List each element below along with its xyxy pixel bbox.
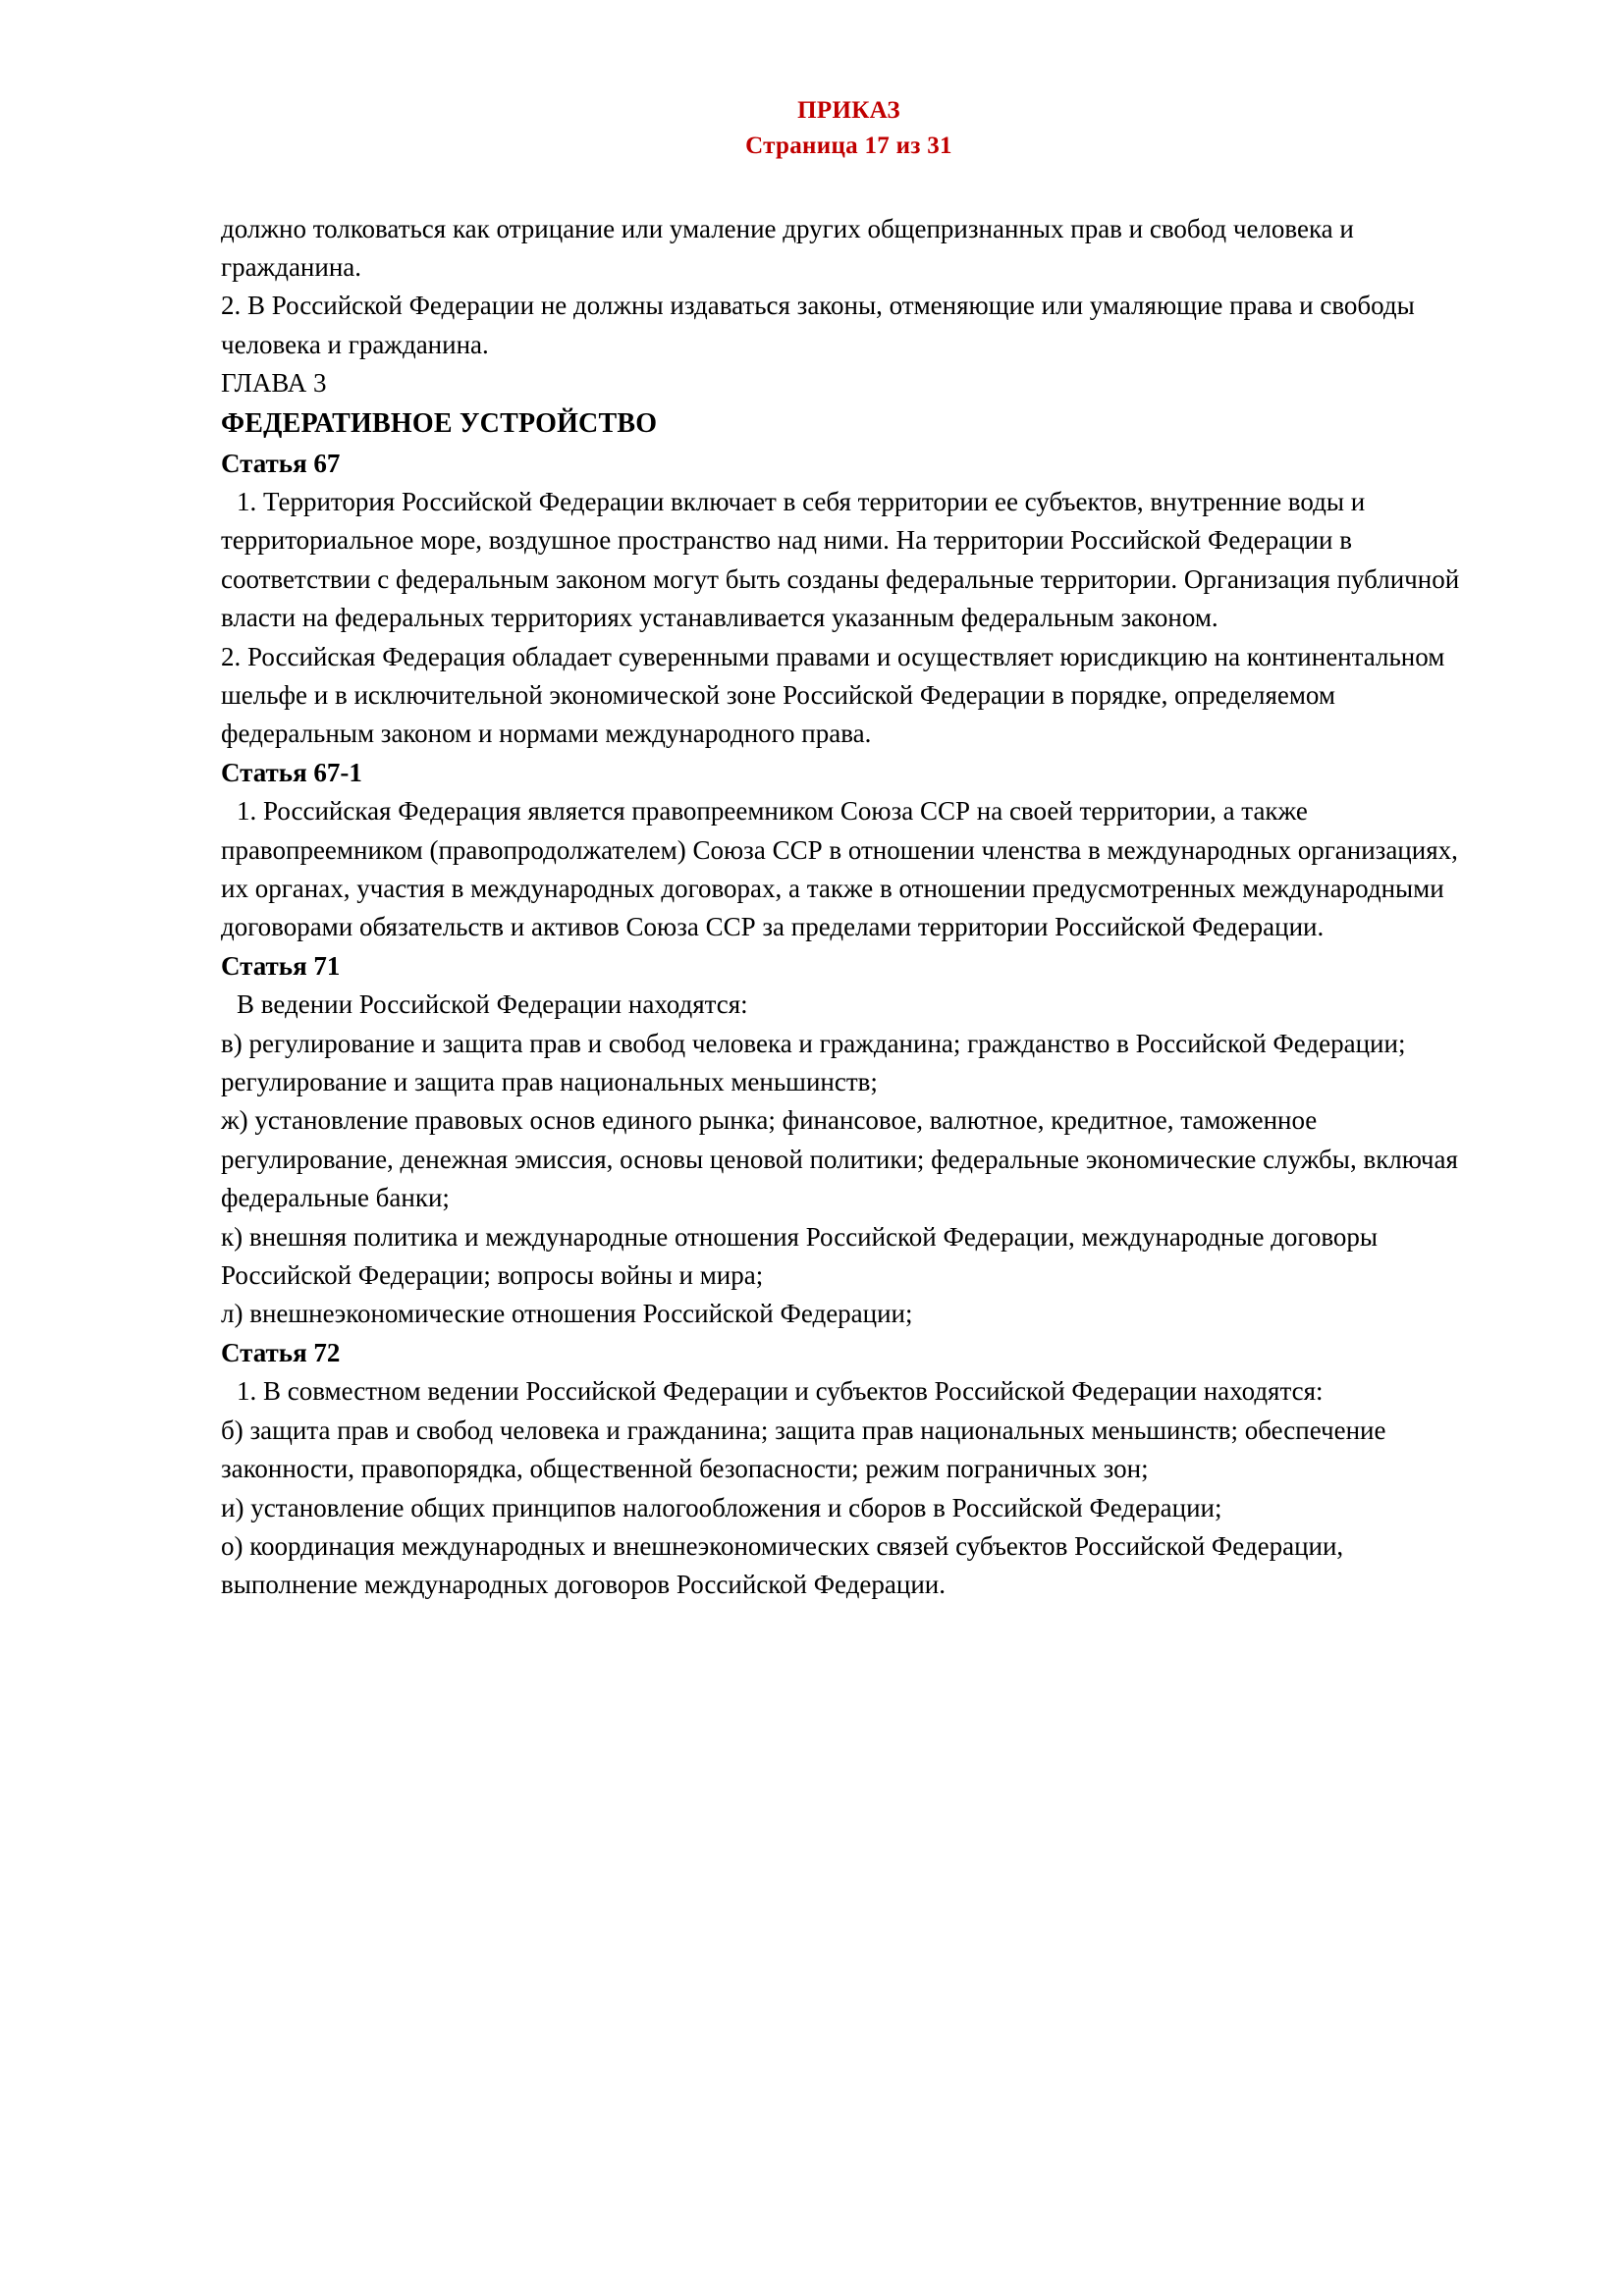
paragraph: к) внешняя политика и международные отношения Российской Федерации, международные договоры Российской Федерации; вопросы войны и мира; — [221, 1221, 1379, 1291]
chapter-title: ФЕДЕРАТИВНОЕ УСТРОЙСТВО — [221, 407, 658, 439]
paragraph: и) установление общих принципов налогообложения и сборов в Российской Федерации; — [221, 1492, 1222, 1522]
paragraph: л) внешнеэкономические отношения Российской Федерации; — [221, 1299, 913, 1329]
paragraph: б) защита прав и свобод человека и гражданина; защита прав национальных меньшинств; обеспечение законности, правопорядка, общественной безопасности; режим пограничных зон; — [221, 1415, 1386, 1484]
article-heading: Статья 71 — [221, 950, 341, 981]
article-heading: Статья 67 — [221, 448, 341, 478]
paragraph: 1. Российская Федерация является правопреемником Союза ССР на своей территории, а также правопреемником (правопродолжателем) Союза ССР в отношении членства в международных организациях, их органах, участия в международных договорах, а также в отношении предусмотренных международными договорами обязательств и активов Союза ССР за пределами территории Российской Федерации. — [221, 796, 1458, 942]
chapter-label: ГЛАВА 3 — [221, 368, 327, 399]
paragraph: 2. Российская Федерация обладает суверенными правами и осуществляет юрисдикцию на континентальном шельфе и в исключительной экономической зоне Российской Федерации в порядке, определяемом федеральным законом и нормами международного права. — [221, 641, 1445, 749]
document-title: ПРИКАЗ — [797, 97, 900, 124]
paragraph: 1. В совместном ведении Российской Федерации и субъектов Российской Федерации находятся: — [237, 1376, 1324, 1407]
article-heading: Статья 72 — [221, 1337, 341, 1367]
page-number-label: Страница 17 из 31 — [745, 132, 952, 159]
document-body — [221, 210, 1477, 1605]
paragraph: в) регулирование и защита прав и свобод человека и гражданина; гражданство в Российской Федерации; регулирование и защита прав национальных меньшинств; — [221, 1028, 1406, 1097]
paragraph: должно толковаться как отрицание или умаление других общепризнанных прав и свобод человека и гражданина. — [221, 213, 1354, 282]
paragraph: 2. В Российской Федерации не должны издаваться законы, отменяющие или умаляющие права и свободы человека и гражданина. — [221, 291, 1415, 359]
paragraph: В ведении Российской Федерации находятся: — [237, 989, 748, 1020]
paragraph: ж) установление правовых основ единого рынка; финансовое, валютное, кредитное, таможенное регулирование, денежная эмиссия, основы ценовой политики; федеральные экономические службы, включая федеральные банки; — [221, 1105, 1458, 1213]
paragraph: о) координация международных и внешнеэкономических связей субъектов Российской Федерации, выполнение международных договоров Российской Федерации. — [221, 1530, 1344, 1600]
paragraph: 1. Территория Российской Федерации включает в себя территории ее субъектов, внутренние воды и территориальное море, воздушное пространство над ними. На территории Российской Федерации в соответствии с федеральным законом могут быть созданы федеральные территории. Организация публичной власти на федеральных территориях устанавливается указанным федеральным законом. — [221, 486, 1460, 633]
page-header — [221, 94, 1477, 163]
article-heading: Статья 67-1 — [221, 757, 362, 787]
